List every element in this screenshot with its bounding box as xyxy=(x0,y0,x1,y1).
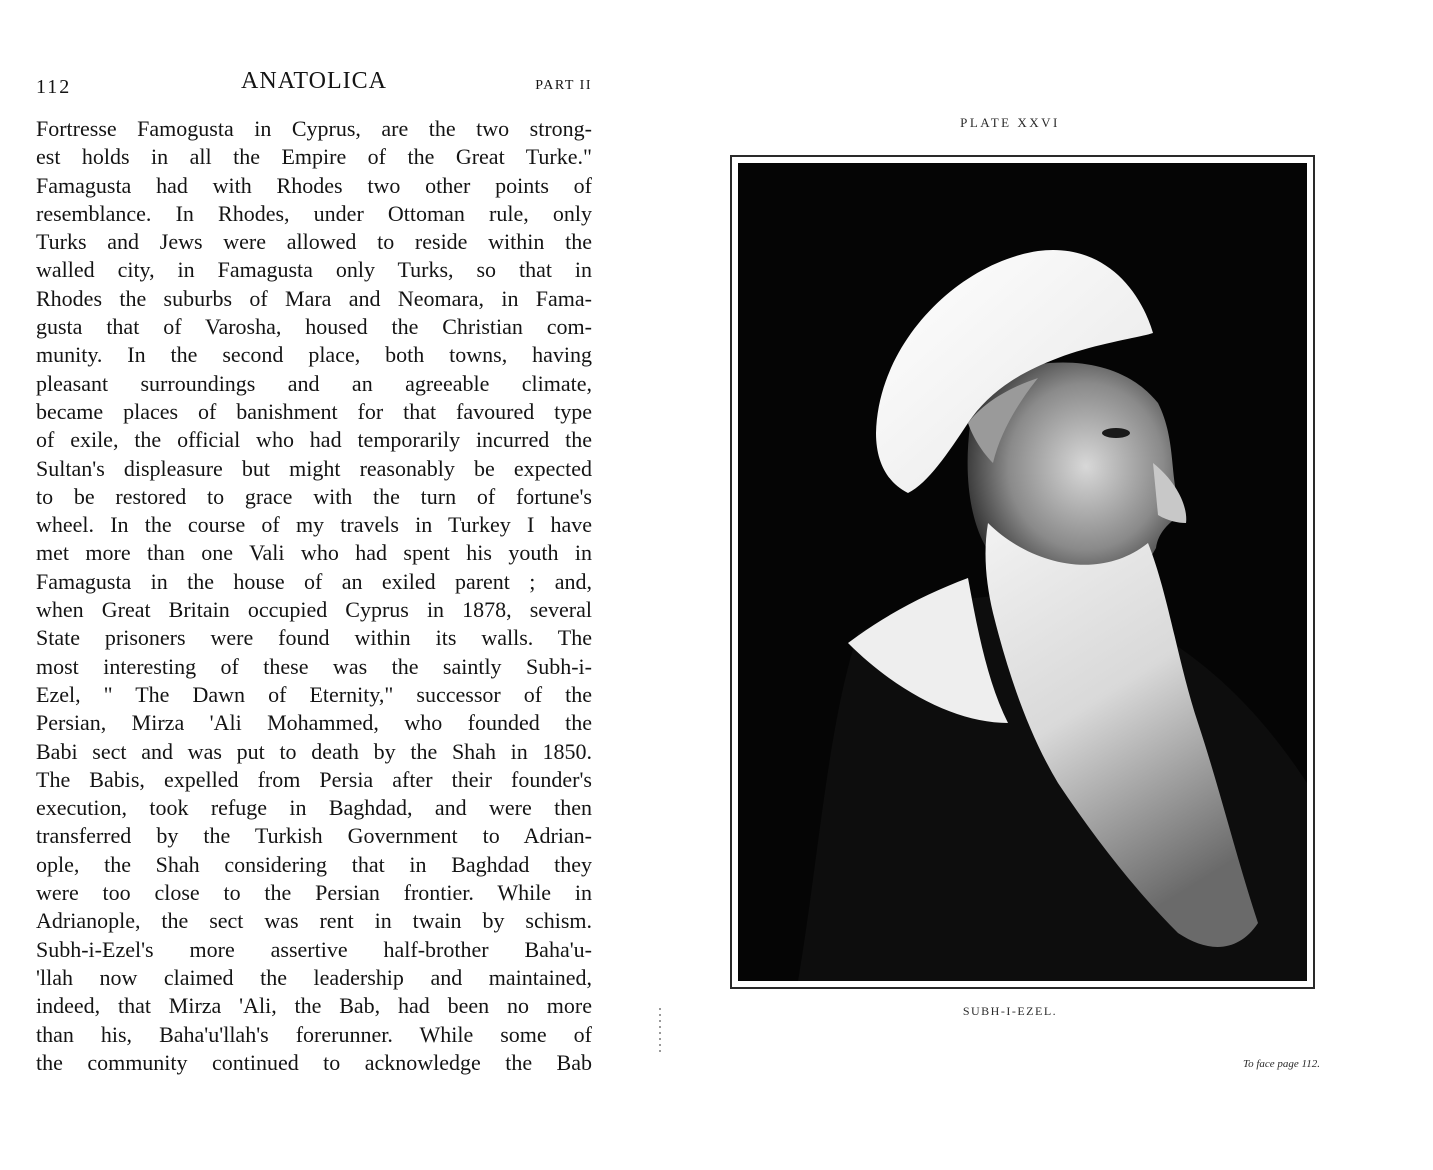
left-page xyxy=(0,0,640,1170)
text-line: Famagusta in the house of an exiled parent ; and, xyxy=(36,568,592,594)
text-line: Persian, Mirza 'Ali Mohammed, who founded the xyxy=(36,710,592,736)
text-line: met more than one Vali who had spent his youth in xyxy=(36,540,592,566)
text-line: Ezel, " The Dawn of Eternity," successor of the xyxy=(36,681,592,707)
text-line: Subh-i-Ezel's more assertive half-brother Baha'u- xyxy=(36,936,592,962)
text-line: Adrianople, the sect was rent in twain by schism. xyxy=(36,908,592,934)
page-number: 112 xyxy=(36,76,72,98)
text-line: State prisoners were found within its walls. The xyxy=(36,625,592,651)
body-text xyxy=(36,115,592,1077)
text-line: the community continued to acknowledge the Bab xyxy=(36,1049,592,1075)
text-line: transferred by the Turkish Government to Adrian- xyxy=(36,823,592,849)
text-line: when Great Britain occupied Cyprus in 1878, several xyxy=(36,597,592,623)
text-line: became places of banishment for that favoured type xyxy=(36,398,592,424)
face-page-note: To face page 112. xyxy=(1243,1058,1320,1070)
text-line: Sultan's displeasure but might reasonably be expected xyxy=(36,455,592,481)
text-line: of exile, the official who had temporarily incurred the xyxy=(36,427,592,453)
text-line: wheel. In the course of my travels in Turkey I have xyxy=(36,512,592,538)
plate-label: PLATE XXVI xyxy=(960,115,1060,130)
text-line: than his, Baha'u'llah's forerunner. While some of xyxy=(36,1021,592,1047)
text-line: Fortresse Famogusta in Cyprus, are the two strong- xyxy=(36,116,592,141)
text-line: most interesting of these was the saintly Subh-i- xyxy=(36,653,592,679)
text-line: ople, the Shah considering that in Baghdad they xyxy=(36,851,592,877)
text-line: 'llah now claimed the leadership and maintained, xyxy=(36,964,592,990)
portrait-illustration xyxy=(738,163,1307,981)
text-line: gusta that of Varosha, housed the Christian com- xyxy=(36,314,592,340)
plate-caption: SUBH-I-EZEL. xyxy=(962,1004,1058,1018)
book-title: ANATOLICA xyxy=(241,68,387,94)
text-line: est holds in all the Empire of the Great Turke." xyxy=(36,144,592,170)
text-line: Famagusta had with Rhodes two other points of xyxy=(36,172,592,198)
text-line: walled city, in Famagusta only Turks, so that in xyxy=(36,257,592,283)
right-page xyxy=(680,0,1433,1170)
text-line: The Babis, expelled from Persia after their founder's xyxy=(36,766,592,792)
text-line: indeed, that Mirza 'Ali, the Bab, had been no more xyxy=(36,993,592,1019)
text-line: pleasant surroundings and an agreeable climate, xyxy=(36,370,592,396)
running-head xyxy=(36,68,592,102)
text-line: execution, took refuge in Baghdad, and were then xyxy=(36,795,592,821)
plate-frame xyxy=(730,155,1315,989)
text-line: Rhodes the suburbs of Mara and Neomara, in Fama- xyxy=(36,285,592,311)
gutter-marks xyxy=(659,1008,661,1056)
text-line: resemblance. In Rhodes, under Ottoman rule, only xyxy=(36,200,592,226)
portrait-photo xyxy=(738,163,1307,981)
text-line: Babi sect and was put to death by the Shah in 1850. xyxy=(36,738,592,764)
text-line: munity. In the second place, both towns, having xyxy=(36,342,592,368)
part-label: PART II xyxy=(535,78,592,93)
text-line: to be restored to grace with the turn of fortune's xyxy=(36,483,592,509)
text-line: were too close to the Persian frontier. While in xyxy=(36,880,592,906)
text-line: Turks and Jews were allowed to reside within the xyxy=(36,229,592,255)
